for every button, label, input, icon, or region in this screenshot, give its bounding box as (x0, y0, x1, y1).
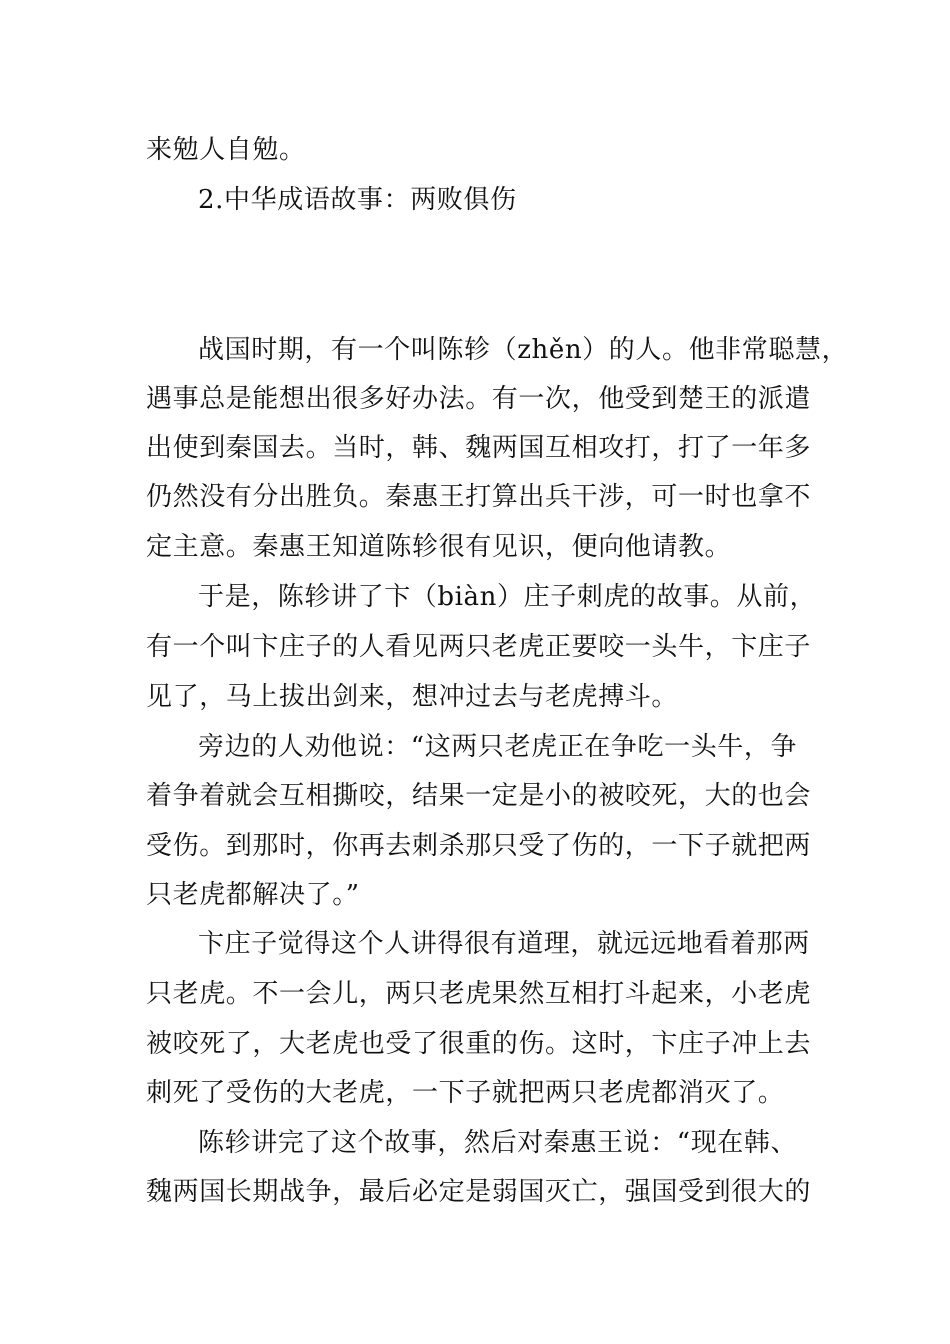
paragraph-line: 刺死了受伤的大老虎，一下子就把两只老虎都消灭了。 (146, 1078, 785, 1108)
paragraph-line: 战国时期，有一个叫陈轸（zhěn）的人。他非常聪慧， (198, 335, 849, 365)
paragraph-line: 只老虎。不一会儿，两只老虎果然互相打斗起来，小老虎 (146, 979, 812, 1009)
paragraph-line: 遇事总是能想出很多好办法。有一次，他受到楚王的派遣 (146, 384, 812, 414)
paragraph-line: 定主意。秦惠王知道陈轸很有见识，便向他请教。 (146, 532, 732, 562)
paragraph-line: 只老虎都解决了。” (146, 880, 360, 910)
paragraph-line: 着争着就会互相撕咬，结果一定是小的被咬死，大的也会 (146, 781, 812, 811)
text-line: 来勉人自勉。 (146, 135, 306, 165)
paragraph-line: 受伤。到那时，你再去刺杀那只受了伤的，一下子就把两 (146, 831, 812, 861)
paragraph-line: 魏两国长期战争，最后必定是弱国灭亡，强国受到很大的 (146, 1177, 812, 1207)
paragraph-line: 于是，陈轸讲了卞（biàn）庄子刺虎的故事。从前， (198, 582, 817, 612)
paragraph-line: 仍然没有分出胜负。秦惠王打算出兵干涉，可一时也拿不 (146, 482, 812, 512)
section-heading: 2.中华成语故事：两败俱伤 (198, 185, 517, 215)
paragraph-line: 被咬死了，大老虎也受了很重的伤。这时，卞庄子冲上去 (146, 1029, 812, 1059)
paragraph-line: 陈轸讲完了这个故事，然后对秦惠王说：“现在韩、 (198, 1128, 798, 1158)
paragraph-line: 旁边的人劝他说：“这两只老虎正在争吃一头牛，争 (198, 732, 798, 762)
paragraph-line: 出使到秦国去。当时，韩、魏两国互相攻打，打了一年多 (146, 433, 812, 463)
paragraph-line: 有一个叫卞庄子的人看见两只老虎正要咬一头牛，卞庄子 (146, 632, 812, 662)
paragraph-line: 见了，马上拔出剑来，想冲过去与老虎搏斗。 (146, 682, 679, 712)
paragraph-line: 卞庄子觉得这个人讲得很有道理，就远远地看着那两 (198, 929, 810, 959)
